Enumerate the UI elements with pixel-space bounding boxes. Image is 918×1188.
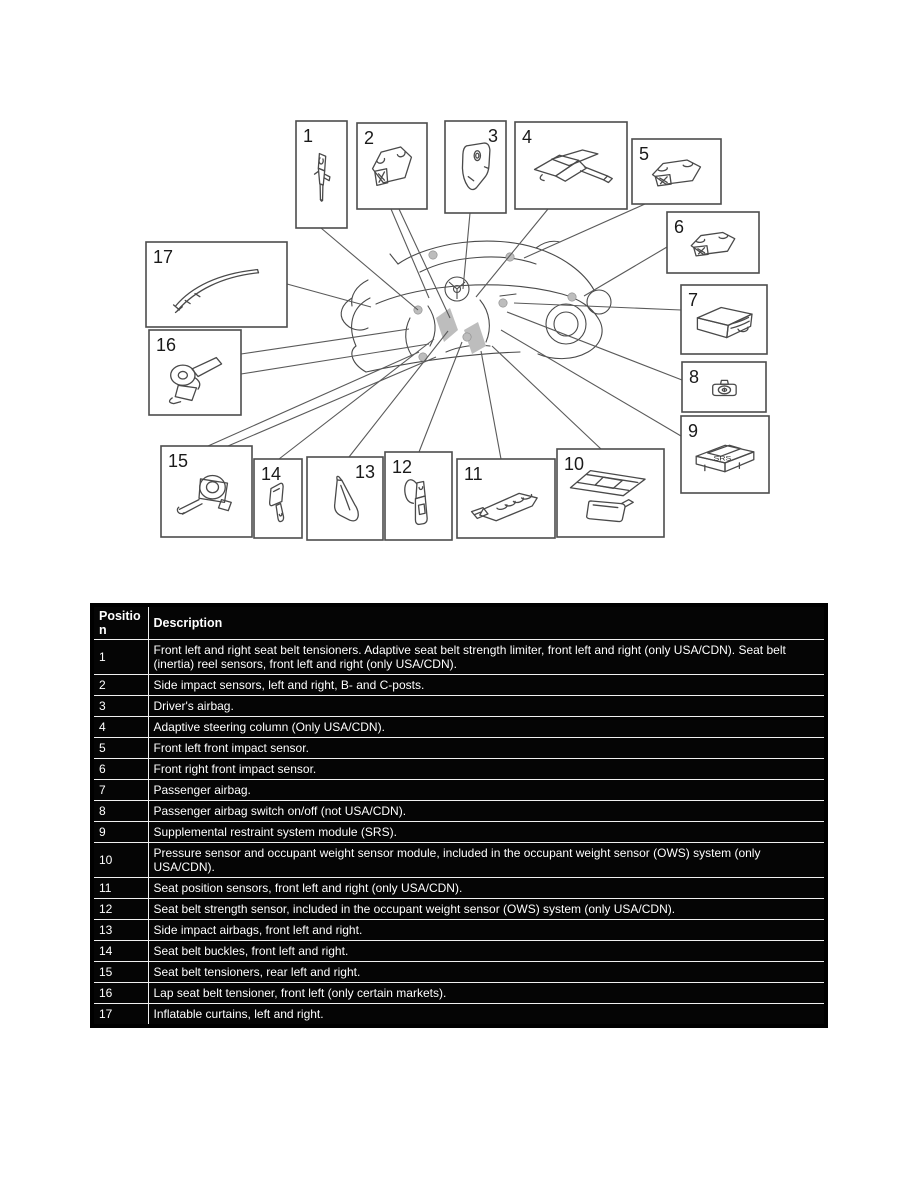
leader-line-6 <box>584 247 667 296</box>
table-row <box>92 738 826 759</box>
position-cell: 17 <box>92 1004 148 1027</box>
description-cell: Pressure sensor and occupant weight sensor module, included in the occupant weight sensor (OWS) system (only USA/CDN). <box>148 843 826 878</box>
position-cell: 3 <box>92 696 148 717</box>
leader-line-2 <box>391 209 429 298</box>
table-row <box>92 696 826 717</box>
leader-line-16 <box>241 329 409 354</box>
table-row <box>92 675 826 696</box>
leader-line-16 <box>241 344 429 374</box>
component-highlight-dots <box>414 251 576 361</box>
position-cell: 7 <box>92 780 148 801</box>
position-cell: 13 <box>92 920 148 941</box>
callout-number: 11 <box>464 464 483 484</box>
table-row <box>92 962 826 983</box>
position-cell: 6 <box>92 759 148 780</box>
description-cell: Adaptive steering column (Only USA/CDN). <box>148 717 826 738</box>
description-cell: Seat position sensors, front left and right (only USA/CDN). <box>148 878 826 899</box>
diagram-svg <box>0 0 918 575</box>
leader-line-11 <box>481 351 501 459</box>
callout-number: 9 <box>688 421 699 441</box>
position-header: Position <box>92 605 148 640</box>
table-row <box>92 983 826 1004</box>
callout-number: 15 <box>168 451 189 471</box>
car-illustration <box>341 241 611 372</box>
steering-wheel-art <box>445 277 469 301</box>
callout-number: 16 <box>156 335 177 355</box>
description-cell: Inflatable curtains, left and right. <box>148 1004 826 1027</box>
callout-number: 4 <box>522 127 533 147</box>
leader-line-8 <box>507 312 682 380</box>
description-cell: Passenger airbag switch on/off (not USA/CDN). <box>148 801 826 822</box>
callout-box-12 <box>385 452 452 540</box>
position-cell: 16 <box>92 983 148 1004</box>
position-cell: 9 <box>92 822 148 843</box>
table-row <box>92 843 826 878</box>
callout-box-1 <box>296 121 347 228</box>
callout-number: 7 <box>688 290 699 310</box>
position-cell: 5 <box>92 738 148 759</box>
callout-box-15 <box>161 446 252 537</box>
callout-box-14 <box>254 459 302 538</box>
callout-box-4 <box>515 122 627 209</box>
description-cell: Front right front impact sensor. <box>148 759 826 780</box>
callout-box-10 <box>557 449 664 537</box>
parts-table <box>90 603 828 1028</box>
callout-box-16 <box>149 330 241 415</box>
description-cell: Seat belt buckles, front left and right. <box>148 941 826 962</box>
callout-box-7 <box>681 285 767 354</box>
callout-number: 5 <box>639 144 650 164</box>
leader-line-10 <box>492 346 601 449</box>
table-header-row <box>92 605 826 640</box>
description-cell: Seat belt strength sensor, included in the occupant weight sensor (OWS) system (only USA/CDN). <box>148 899 826 920</box>
leader-line-15 <box>228 357 436 446</box>
position-cell: 8 <box>92 801 148 822</box>
description-cell: Front left front impact sensor. <box>148 738 826 759</box>
description-cell: Seat belt tensioners, rear left and right. <box>148 962 826 983</box>
description-cell: Side impact sensors, left and right, B- and C-posts. <box>148 675 826 696</box>
callout-number: 1 <box>303 126 314 146</box>
description-cell: Front left and right seat belt tensioners. Adaptive seat belt strength limiter, front left and right (only USA/CDN). Seat belt (inertia) reel sensors, front left and right (only USA/CDN). <box>148 640 826 675</box>
position-cell: 1 <box>92 640 148 675</box>
position-cell: 10 <box>92 843 148 878</box>
callout-box-5 <box>632 139 721 204</box>
callout-number: 13 <box>354 462 375 482</box>
callout-box-17 <box>146 242 287 327</box>
srs-components-diagram <box>0 0 918 575</box>
table-row <box>92 801 826 822</box>
callout-box-13 <box>307 457 383 540</box>
callout-number: 17 <box>153 247 174 267</box>
callout-number: 3 <box>487 126 498 146</box>
callout-box-6 <box>667 212 759 273</box>
description-cell: Lap seat belt tensioner, front left (only certain markets). <box>148 983 826 1004</box>
description-cell: Side impact airbags, front left and right. <box>148 920 826 941</box>
leader-line-5 <box>524 204 645 258</box>
table-row <box>92 780 826 801</box>
position-cell: 14 <box>92 941 148 962</box>
table-row <box>92 878 826 899</box>
table-row <box>92 920 826 941</box>
table-row <box>92 1004 826 1027</box>
callout-number: 14 <box>261 464 282 484</box>
parts-table-body <box>92 640 826 1027</box>
position-cell: 11 <box>92 878 148 899</box>
description-cell: Supplemental restraint system module (SRS). <box>148 822 826 843</box>
leader-line-3 <box>463 213 470 289</box>
table-row <box>92 822 826 843</box>
table-row <box>92 640 826 675</box>
description-cell: Driver's airbag. <box>148 696 826 717</box>
callout-box-8 <box>682 362 766 412</box>
leader-line-14 <box>279 339 434 459</box>
position-cell: 12 <box>92 899 148 920</box>
srs-module-label: SRS <box>713 454 732 463</box>
position-cell: 15 <box>92 962 148 983</box>
table-row <box>92 941 826 962</box>
callout-box-11 <box>457 459 555 538</box>
callout-number: 6 <box>674 217 685 237</box>
leader-line-7 <box>514 303 681 310</box>
callout-box-2 <box>357 123 427 209</box>
position-cell: 4 <box>92 717 148 738</box>
table-row <box>92 759 826 780</box>
leader-line-9 <box>501 330 681 436</box>
description-cell: Passenger airbag. <box>148 780 826 801</box>
callout-number: 10 <box>564 454 585 474</box>
callout-box-9 <box>681 416 769 493</box>
table-row <box>92 717 826 738</box>
callout-number: 8 <box>689 367 700 387</box>
table-row <box>92 899 826 920</box>
leader-line-4 <box>476 209 548 297</box>
parts-table-wrap <box>90 603 828 1028</box>
callout-number: 12 <box>392 457 413 477</box>
position-cell: 2 <box>92 675 148 696</box>
description-header: Description <box>148 605 826 640</box>
callout-number: 2 <box>364 128 375 148</box>
callout-box-3 <box>445 121 506 213</box>
